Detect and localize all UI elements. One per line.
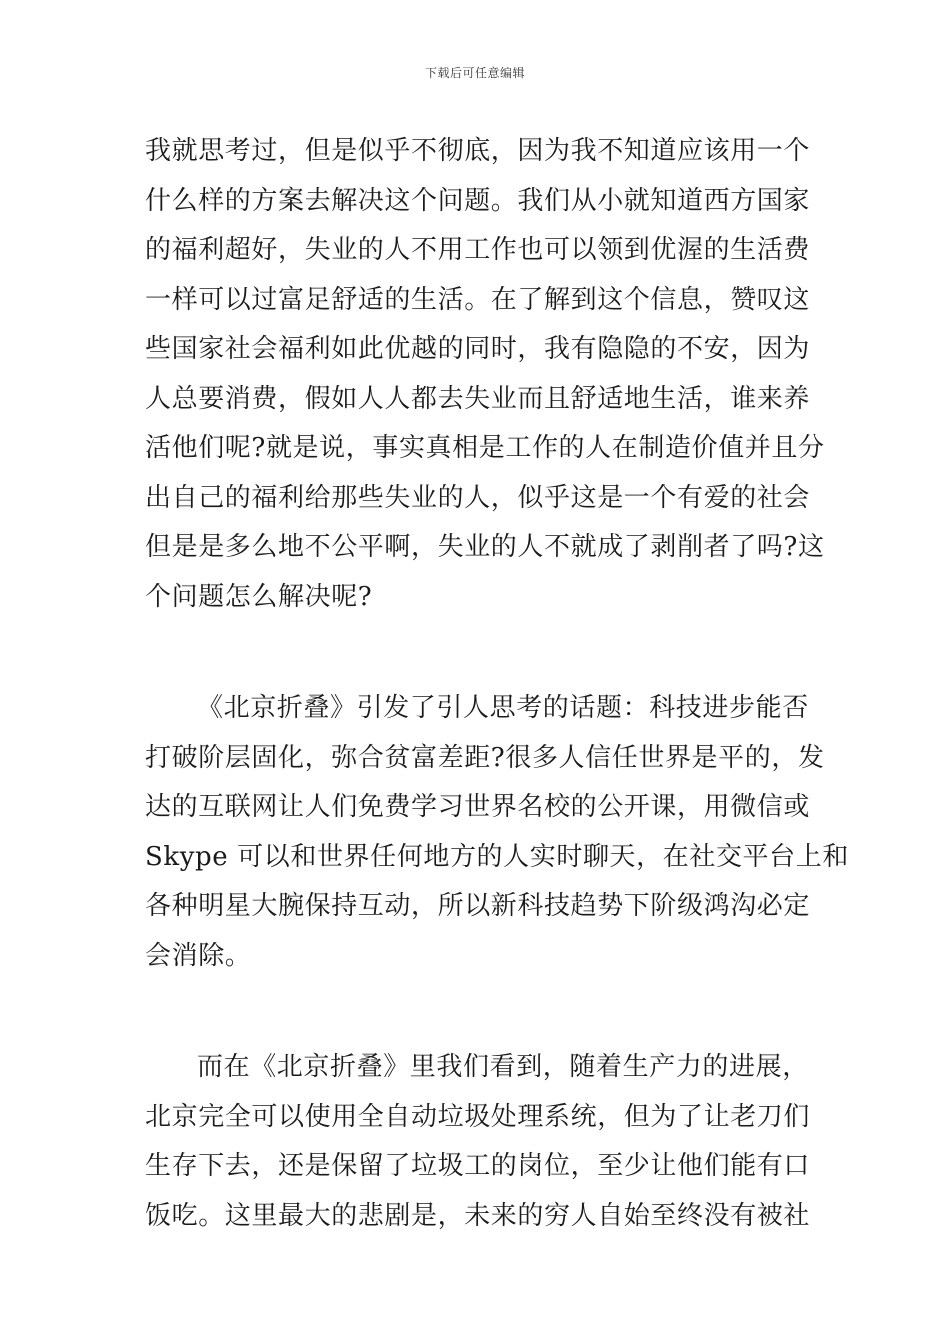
text-line: 一样可以过富足舒适的生活。在了解到这个信息，赞叹这: [145, 284, 811, 315]
text-line: 我就思考过，但是似乎不彻底，因为我不知道应该用一个: [145, 136, 811, 166]
text-line: 的福利超好，失业的人不用工作也可以领到优渥的生活费: [145, 235, 811, 265]
page-header: 下载后可任意编辑: [424, 66, 525, 80]
text-line: 达的互联网让人们免费学习世界名校的公开课，用微信或: [145, 792, 811, 822]
text-line: Skype 可以和世界任何地方的人实时聊天，在社交平台上和: [145, 841, 849, 872]
document-body: [145, 127, 849, 1241]
text-line: 生存下去，还是保留了垃圾工的岗位，至少让他们能有口: [145, 1151, 811, 1181]
text-line: 各种明星大腕保持互动，所以新科技趋势下阶级鸿沟必定: [145, 891, 811, 921]
text-line: 打破阶层固化，弥合贫富差距?很多人信任世界是平的，发: [145, 742, 825, 773]
paragraph-2: [145, 684, 849, 981]
text-line: 什么样的方案去解决这个问题。我们从小就知道西方国家: [145, 185, 811, 216]
paragraph-spacer: [145, 981, 810, 1043]
text-line: 人总要消费，假如人人都去失业而且舒适地生活，谁来养: [145, 383, 811, 414]
text-line: 些国家社会福利如此优越的同时，我有隐隐的不安，因为: [145, 334, 811, 364]
text-line: 而在《北京折叠》里我们看到，随着生产力的进展，: [197, 1052, 809, 1082]
text-line: 北京完全可以使用全自动垃圾处理系统，但为了让老刀们: [145, 1101, 811, 1132]
text-line: 《北京折叠》引发了引人思考的话题：科技进步能否: [197, 693, 809, 723]
text-line: 个问题怎么解决呢?: [145, 581, 373, 612]
text-line: 活他们呢?就是说，事实真相是工作的人在制造价值并且分: [145, 433, 825, 463]
paragraph-3: [145, 1043, 810, 1241]
text-line: 出自己的福利给那些失业的人，似乎这是一个有爱的社会: [145, 482, 811, 513]
paragraph-spacer: [145, 622, 810, 684]
text-line: 饭吃。这里最大的悲剧是，未来的穷人自始至终没有被社: [145, 1200, 811, 1231]
paragraph-1: [145, 127, 825, 622]
text-line: 会消除。: [145, 940, 252, 971]
text-line: 但是是多么地不公平啊，失业的人不就成了剥削者了吗?这: [145, 532, 825, 562]
